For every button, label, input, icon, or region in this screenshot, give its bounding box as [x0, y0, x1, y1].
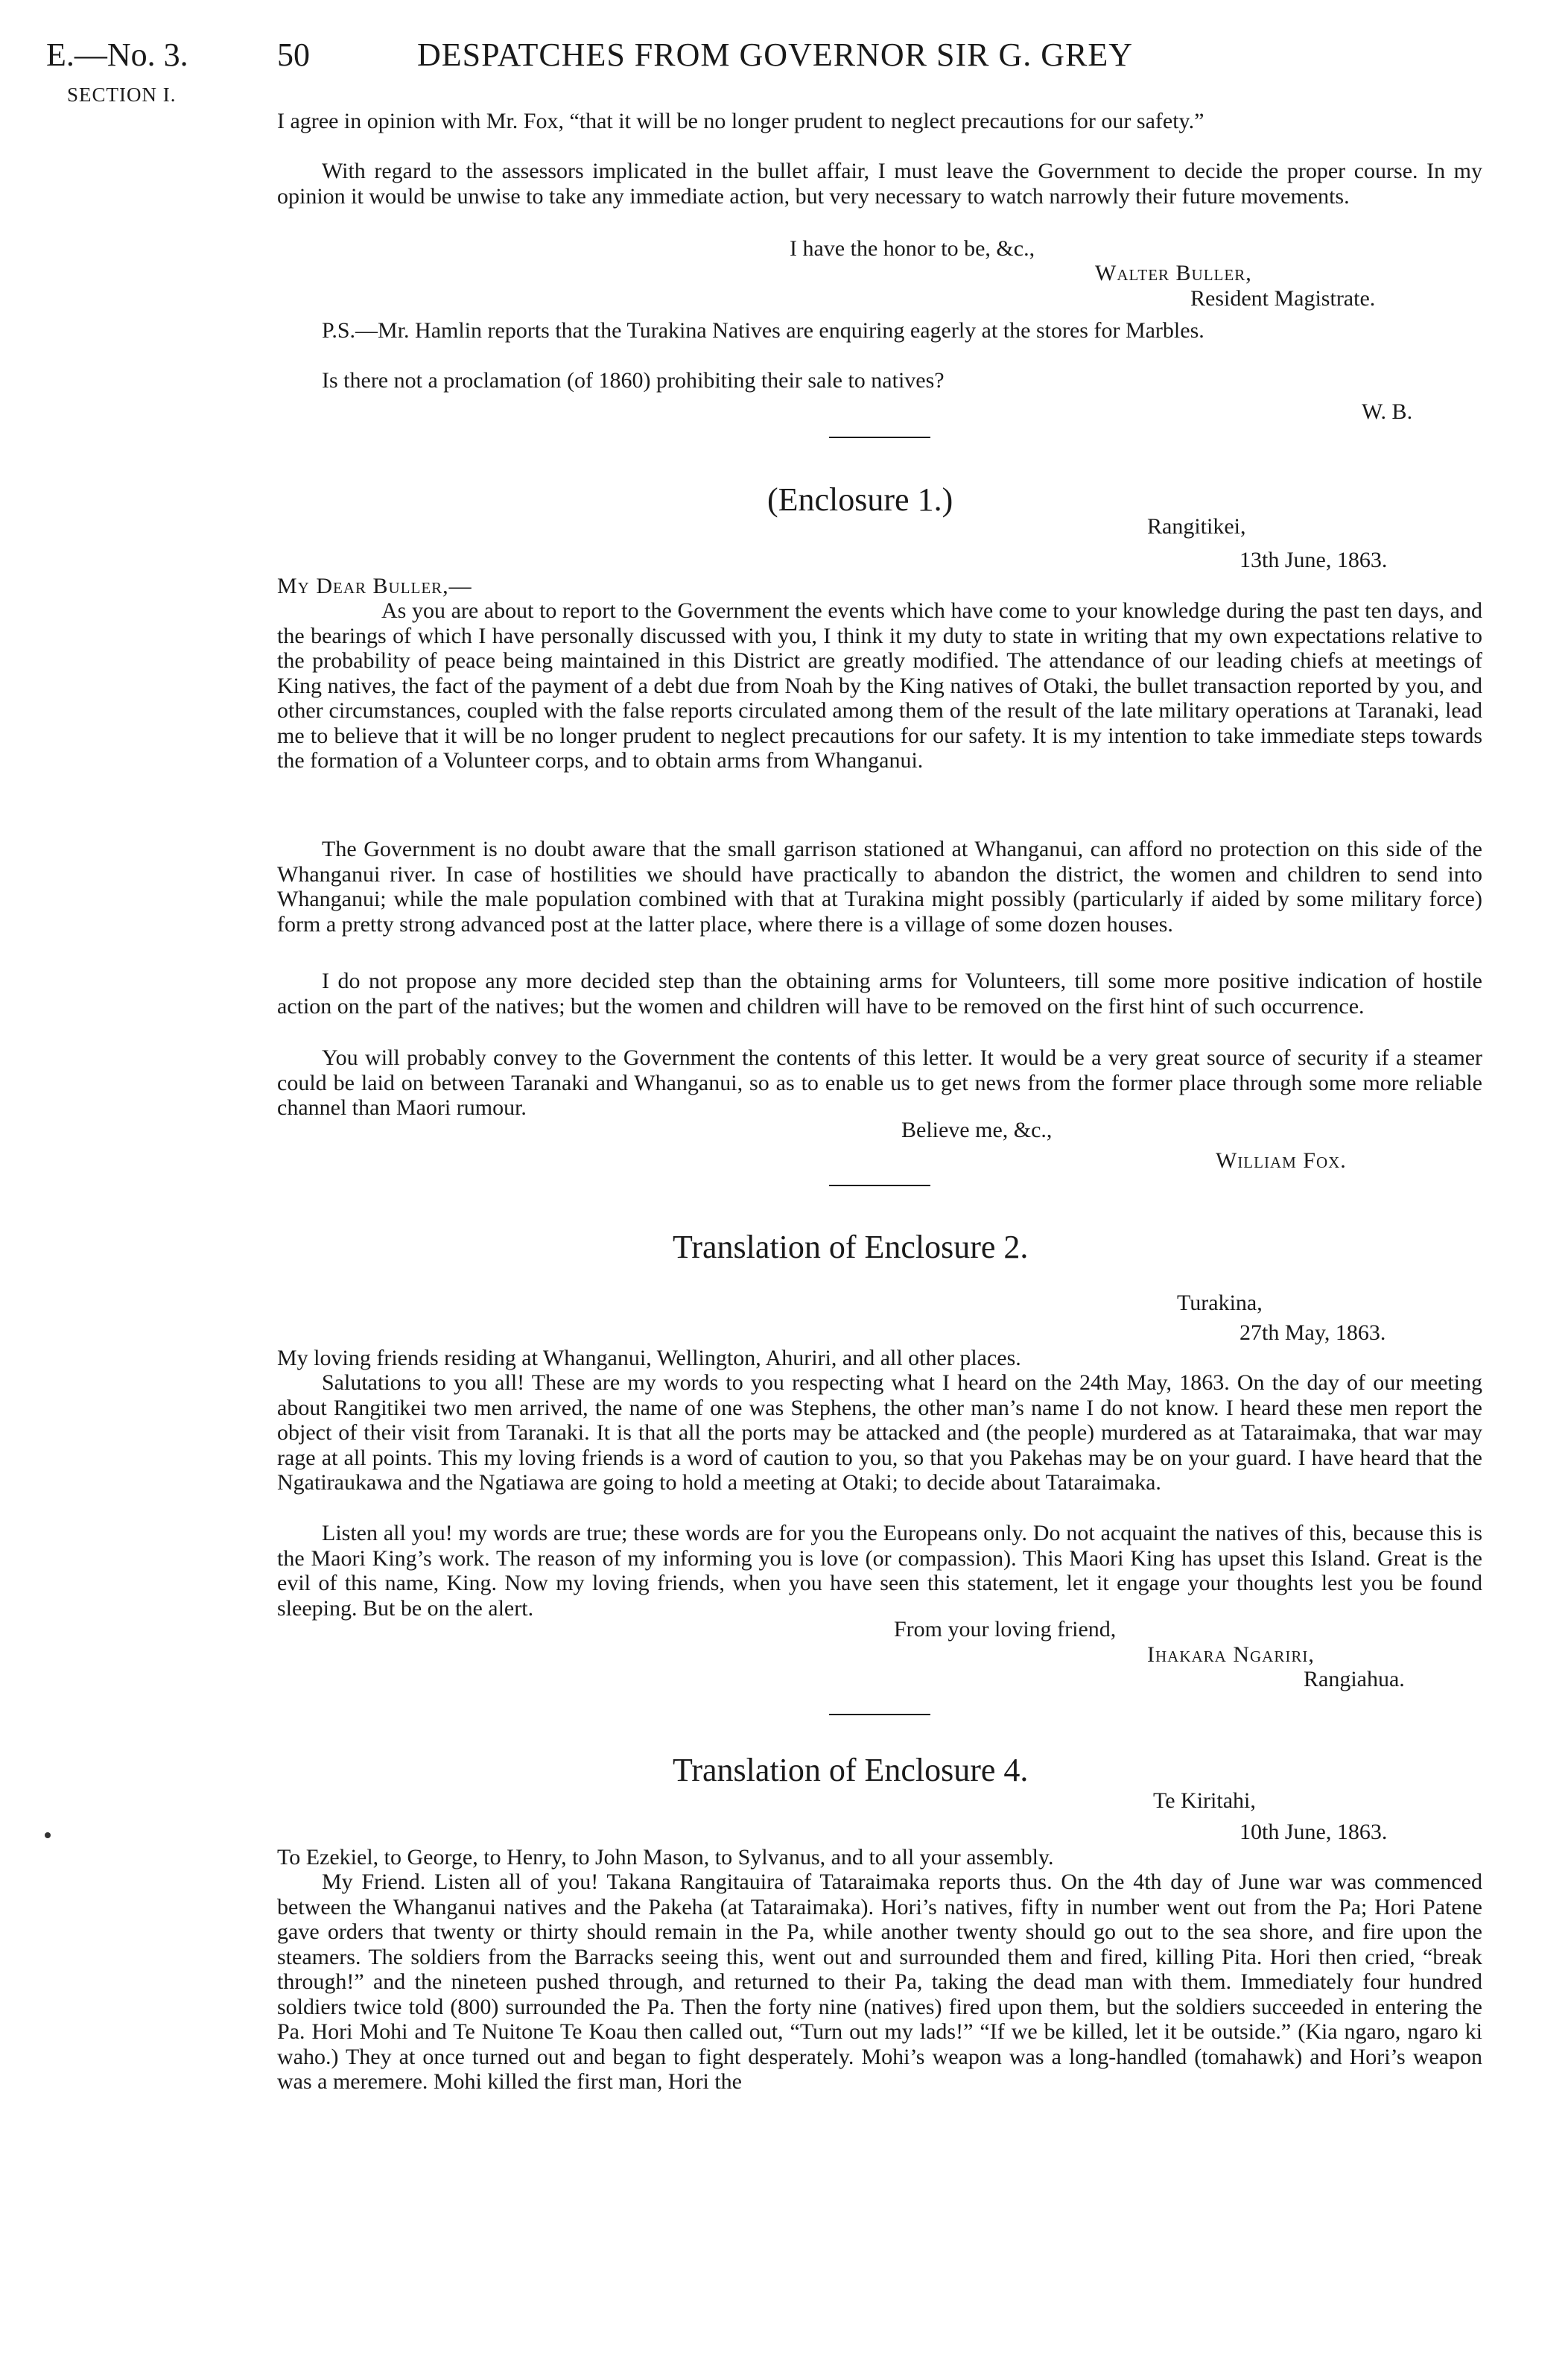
enclosure4-address: To Ezekiel, to George, to Henry, to John Mason, to Sylvanus, and to all your assembly. — [277, 1845, 1054, 1870]
enclosure2-sign-place: Rangiahua. — [1304, 1667, 1405, 1691]
enclosure4-date: 10th June, 1863. — [1240, 1820, 1388, 1844]
enclosure1-closing: Believe me, &c., — [901, 1118, 1053, 1142]
enclosure2-closing: From your loving friend, — [894, 1617, 1117, 1642]
letter1-title: Resident Magistrate. — [1190, 286, 1376, 311]
section-divider — [829, 437, 930, 438]
section-label: SECTION I. — [67, 83, 177, 106]
enclosure1-heading: (Enclosure 1.) — [767, 481, 953, 518]
enclosure2-paragraph-2: Listen all you! my words are true; these words are for you the Europeans only. Do not acquaint the natives of this, because this is the Maori King’s work. The reason of my informing you is love (or compassion). This Maori King has upset this Island. Great is the evil of this name, King. Now my loving friends, when you have seen this statement, let it engage your thoughts lest you be found sleeping. But be on the alert. — [277, 1521, 1482, 1621]
enclosure1-date: 13th June, 1863. — [1240, 548, 1388, 572]
enclosure1-signature: William Fox. — [1216, 1148, 1347, 1173]
enclosure1-salutation: My Dear Buller,— — [277, 574, 472, 598]
enclosure1-paragraph-1: As you are about to report to the Government the events which have come to your knowledge during the past ten days, and the bearings of which I have personally discussed with you, I think it my duty to state in writing that my own expectations relative to the probability of peace being maintained in this District are greatly modified. The attendance of our leading chiefs at meetings of King natives, the fact of the payment of a debt due from Noah by the King natives of Otaki, the bullet transaction reported by you, and other circumstances, coupled with the false reports circulated among them of the result of the late military operations at Taranaki, lead me to believe that it will be no longer prudent to neglect precautions for our safety. It is my intention to take immediate steps towards the formation of a Volunteer corps, and to obtain arms from Whanganui. — [277, 598, 1482, 773]
letter1-question: Is there not a proclamation (of 1860) prohibiting their sale to natives? — [322, 368, 945, 393]
section-divider — [829, 1185, 930, 1186]
letter1-paragraph-1: I agree in opinion with Mr. Fox, “that it will be no longer prudent to neglect precautions for our safety.” — [277, 109, 1204, 133]
letter1-signature: Walter Buller, — [1095, 261, 1252, 285]
enclosure2-heading: Translation of Enclosure 2. — [673, 1229, 1029, 1265]
page-number: 50 — [277, 37, 310, 73]
enclosure4-heading: Translation of Enclosure 4. — [673, 1752, 1029, 1788]
enclosure2-place: Turakina, — [1177, 1291, 1263, 1315]
enclosure2-address: My loving friends residing at Whanganui, Wellington, Ahuriri, and all other places. — [277, 1346, 1021, 1370]
enclosure1-place: Rangitikei, — [1147, 514, 1246, 539]
letter1-postscript: P.S.—Mr. Hamlin reports that the Turakina Natives are enquiring eagerly at the stores for Marbles. — [322, 318, 1204, 343]
enclosure4-paragraph-1: My Friend. Listen all of you! Takana Rangitauira of Tataraimaka reports thus. On the 4th day of June war was commenced between the Whanganui natives and the Pakeha (at Tataraimaka). Hori’s natives, fifty in number went out from the Pa; Hori Patene gave orders that twenty or thirty should remain in the Pa, while another twenty should go out to the sea shore, and fire upon the steamers. The soldiers from the Barracks seeing this, went out and surrounded them and fired, killing Pita. Hori then cried, “break through!” and the nineteen pushed through, and returned to their Pa, taking the dead man with them. Immediately four hundred soldiers twice told (800) surrounded the Pa. Then the forty nine (natives) fired upon them, but the soldiers succeeded in entering the Pa. Hori Mohi and Te Nuitone Te Koau then called out, “Turn out my lads!” “If we be killed, let it be outside.” (Kia ngaro, ngaro ki waho.) They at once turned out and began to fight desperately. Mohi’s weapon was a long-handled (tomahawk) and Hori’s weapon was a meremere. Mohi killed the first man, Hori the — [277, 1870, 1482, 2094]
enclosure1-paragraph-3: I do not propose any more decided step than the obtaining arms for Volunteers, till some more positive indication of hostile action on the part of the natives; but the women and children will have to be removed on the first hint of such occurrence. — [277, 969, 1482, 1019]
section-divider — [829, 1714, 930, 1715]
running-title: DESPATCHES FROM GOVERNOR SIR G. GREY — [417, 37, 1133, 73]
series-number: E.—No. 3. — [46, 37, 188, 73]
enclosure2-paragraph-1: Salutations to you all! These are my words to you respecting what I heard on the 24th May, 1863. On the day of our meeting about Rangitikei two men arrived, the name of one was Stephens, the other man’s name I do not know. I heard these men report the object of their visit from Taranaki. It is that all the ports may be attacked and (the people) murdered as at Tataraimaka, that war may rage at all points. This my loving friends is a word of caution to you, so that you Pakehas may be on your guard. I have heard that the Ngatiraukawa and the Ngatiawa are going to hold a meeting at Otaki; to decide about Tataraimaka. — [277, 1370, 1482, 1495]
letter1-paragraph-2: With regard to the assessors implicated in the bullet affair, I must leave the Government to decide the proper course. In my opinion it would be unwise to take any immediate action, but very necessary to watch narrowly their future movements. — [277, 159, 1482, 209]
enclosure1-paragraph-2: The Government is no doubt aware that the small garrison stationed at Whanganui, can afford no protection on this side of the Whanganui river. In case of hostilities we should have practically to abandon the district, the women and children to send into Whanganui; while the male population combined with that at Turakina might possibly (particularly if aided by some military force) form a pretty strong advanced post at the latter place, where there is a village of some dozen houses. — [277, 837, 1482, 937]
margin-mark — [45, 1832, 51, 1838]
enclosure1-paragraph-4: You will probably convey to the Government the contents of this letter. It would be a very great source of security if a steamer could be laid on between Taranaki and Whanganui, so as to enable us to get news from the former place through some more reliable channel than Maori rumour. — [277, 1045, 1482, 1120]
enclosure2-date: 27th May, 1863. — [1240, 1320, 1386, 1345]
enclosure4-place: Te Kiritahi, — [1153, 1788, 1256, 1813]
letter1-initials: W. B. — [1362, 399, 1413, 424]
letter1-closing: I have the honor to be, &c., — [790, 236, 1035, 261]
enclosure2-signature: Ihakara Ngariri, — [1147, 1642, 1315, 1667]
